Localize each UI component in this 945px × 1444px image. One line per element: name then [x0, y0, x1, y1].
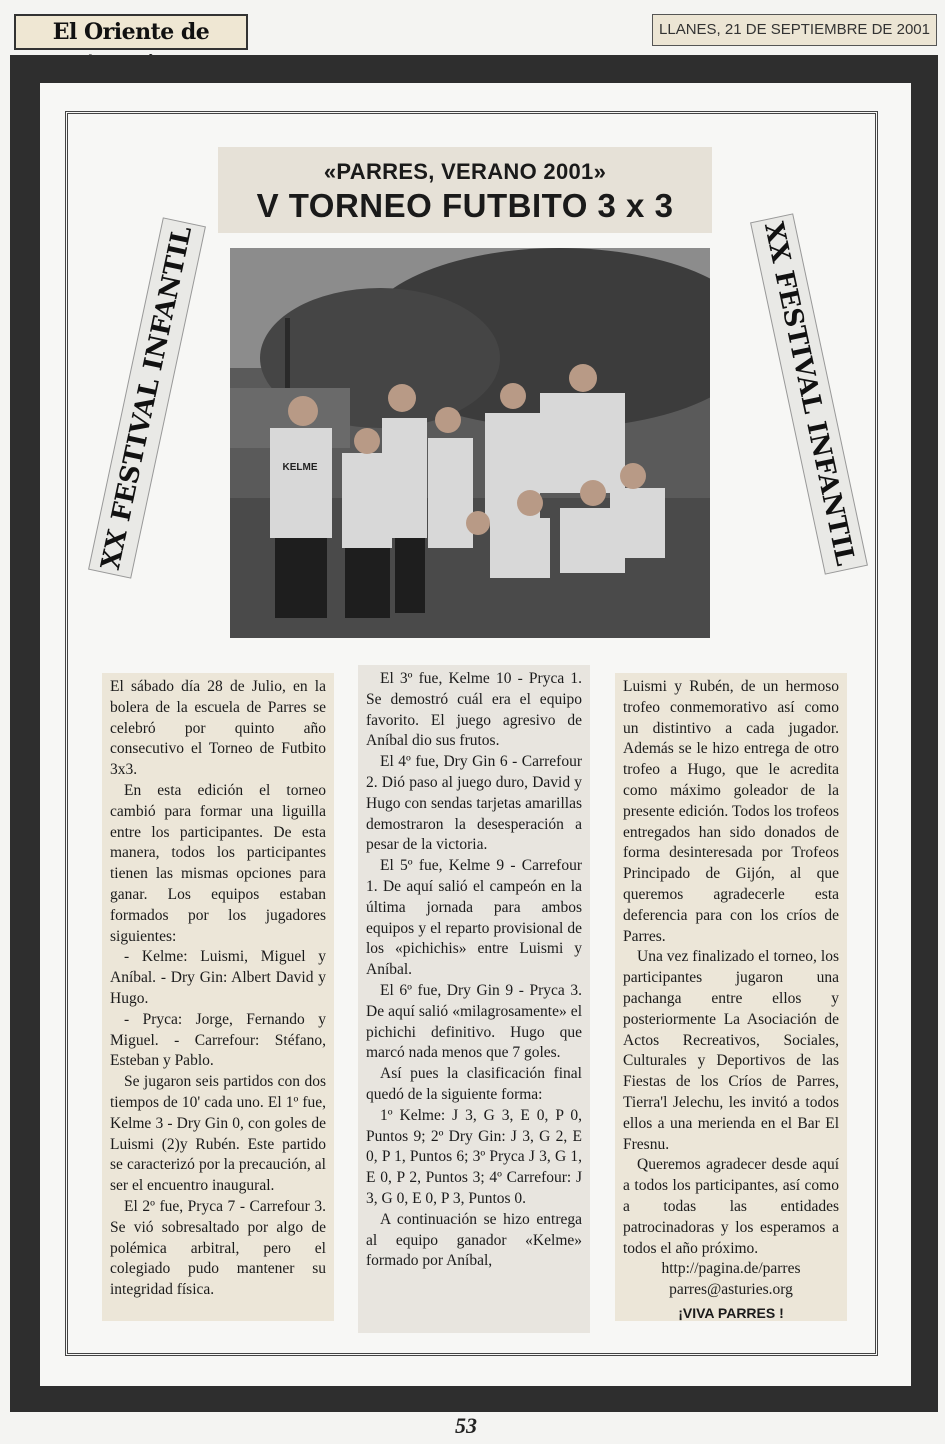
article-column-2: [358, 665, 590, 1333]
paragraph: A continuación se hizo entrega al equipo ganador «Kelme» formado por Aníbal,: [366, 1210, 582, 1270]
article-column-3: [615, 673, 847, 1321]
headline-box: [218, 147, 712, 233]
article-frame: [10, 55, 938, 1412]
side-label-right: XX FESTIVAL INFANTIL: [750, 213, 868, 574]
paragraph: El 2º fue, Pryca 7 - Carrefour 3. Se vió sobresaltado por algo de polémica arbitral, pero el colegiado pudo mantener su integridad física.: [110, 1197, 326, 1299]
headline-title: V TORNEO FUTBITO 3 x 3: [256, 187, 674, 224]
headline-kicker: «PARRES, VERANO 2001»: [323, 159, 607, 184]
team-photo-image: [230, 248, 710, 638]
paragraph: Luismi y Rubén, de un hermoso trofeo conmemorativo así como un distintivo a cada jugador. Además se le hizo entrega de otro trofeo a Hugo, que le acredita como máximo goleador de la presente edición. Todos los trofeos entregados han sido donados de forma desinteresada por Trofeos Principado de Gijón, al que queremos agradecerle esta deferencia para con los críos de Parres.: [623, 678, 839, 945]
side-label-left: XX FESTIVAL INFANTIL: [88, 217, 206, 578]
paragraph: El 4º fue, Dry Gin 6 - Carrefour 2. Dió paso al juego duro, David y Hugo con sendas tarjetas amarillas demostraron la desesperación a pesar de la victoria.: [366, 753, 582, 854]
article-paper: [40, 83, 911, 1386]
paragraph: Queremos agradecer desde aquí a todos los participantes, así como a todas las entidades patrocinadoras y los esperamos a todos el año próximo.: [623, 1156, 839, 1257]
contact-email: parres@asturies.org: [669, 1281, 793, 1299]
paragraph: Así pues la clasificación final quedó de la siguiente forma:: [366, 1065, 582, 1103]
article-column-1: [102, 673, 334, 1321]
paragraph: En esta edición el torneo cambió para formar una liguilla entre los participantes. De esta manera, todos los participantes tienen las mismas opciones para ganar. Los equipos estaban formados por los jugadores siguientes:: [110, 781, 326, 945]
contact-url: http://pagina.de/parres: [661, 1260, 801, 1278]
paragraph: El 5º fue, Kelme 9 - Carrefour 1. De aquí salió el campeón en la última jornada para ambos equipos y el reparto provisional de los «pichichis» entre Luismi y Aníbal.: [366, 857, 582, 979]
closing-slogan: ¡VIVA PARRES !: [678, 1304, 784, 1321]
page-number: 53: [455, 1413, 477, 1438]
paragraph: - Pryca: Jorge, Fernando y Miguel. - Carrefour: Stéfano, Esteban y Pablo.: [110, 1010, 326, 1070]
paragraph: Una vez finalizado el torneo, los participantes jugaron una pachanga entre ellos y posteriormente La Asociación de Actos Recreativos, Sociales, Culturales y Deportivos de las Fiestas de los Críos de Parres, Tierra'l Jelechu, les invitó a todos ellos a una merienda en el Bar El Fresnu.: [623, 948, 839, 1153]
paragraph: 1º Kelme: J 3, G 3, E 0, P 0, Puntos 9; 2º Dry Gin: J 3, G 2, E 0, P 1, Puntos 6; 3º Pryca J 3, G 1, E 0, P 2, Puntos 3; 4º Carrefour: J 3, G 0, E 0, P 3, Puntos 0.: [366, 1106, 582, 1207]
newspaper-masthead: El Oriente de: [14, 14, 248, 50]
paragraph: - Kelme: Luismi, Miguel y Aníbal. - Dry Gin: Albert David y Hugo.: [110, 948, 326, 1007]
dateline: LLANES, 21 DE SEPTIEMBRE DE 2001: [652, 14, 937, 46]
paragraph: El sábado día 28 de Julio, en la bolera de la escuela de Parres se celebró por quinto año consecutivo el Torneo de Futbito 3x3.: [110, 678, 326, 779]
paragraph: El 6º fue, Dry Gin 9 - Pryca 3. De aquí salió «milagrosamente» el pichichi definitivo. Hugo que marcó nada menos que 7 goles.: [366, 981, 582, 1062]
paragraph: Se jugaron seis partidos con dos tiempos de 10' cada uno. El 1º fue, Kelme 3 - Dry Gin 0, con goles de Luismi (2)y Rubén. Este partido se caracterizó por la precaución, al ser el encuentro inaugural.: [110, 1073, 326, 1195]
paragraph: El 3º fue, Kelme 10 - Pryca 1. Se demostró cuál era el equipo favorito. El juego agresivo de Aníbal dio sus frutos.: [366, 670, 582, 750]
shirt-text: KELME: [282, 462, 318, 473]
team-photo: [230, 248, 710, 638]
